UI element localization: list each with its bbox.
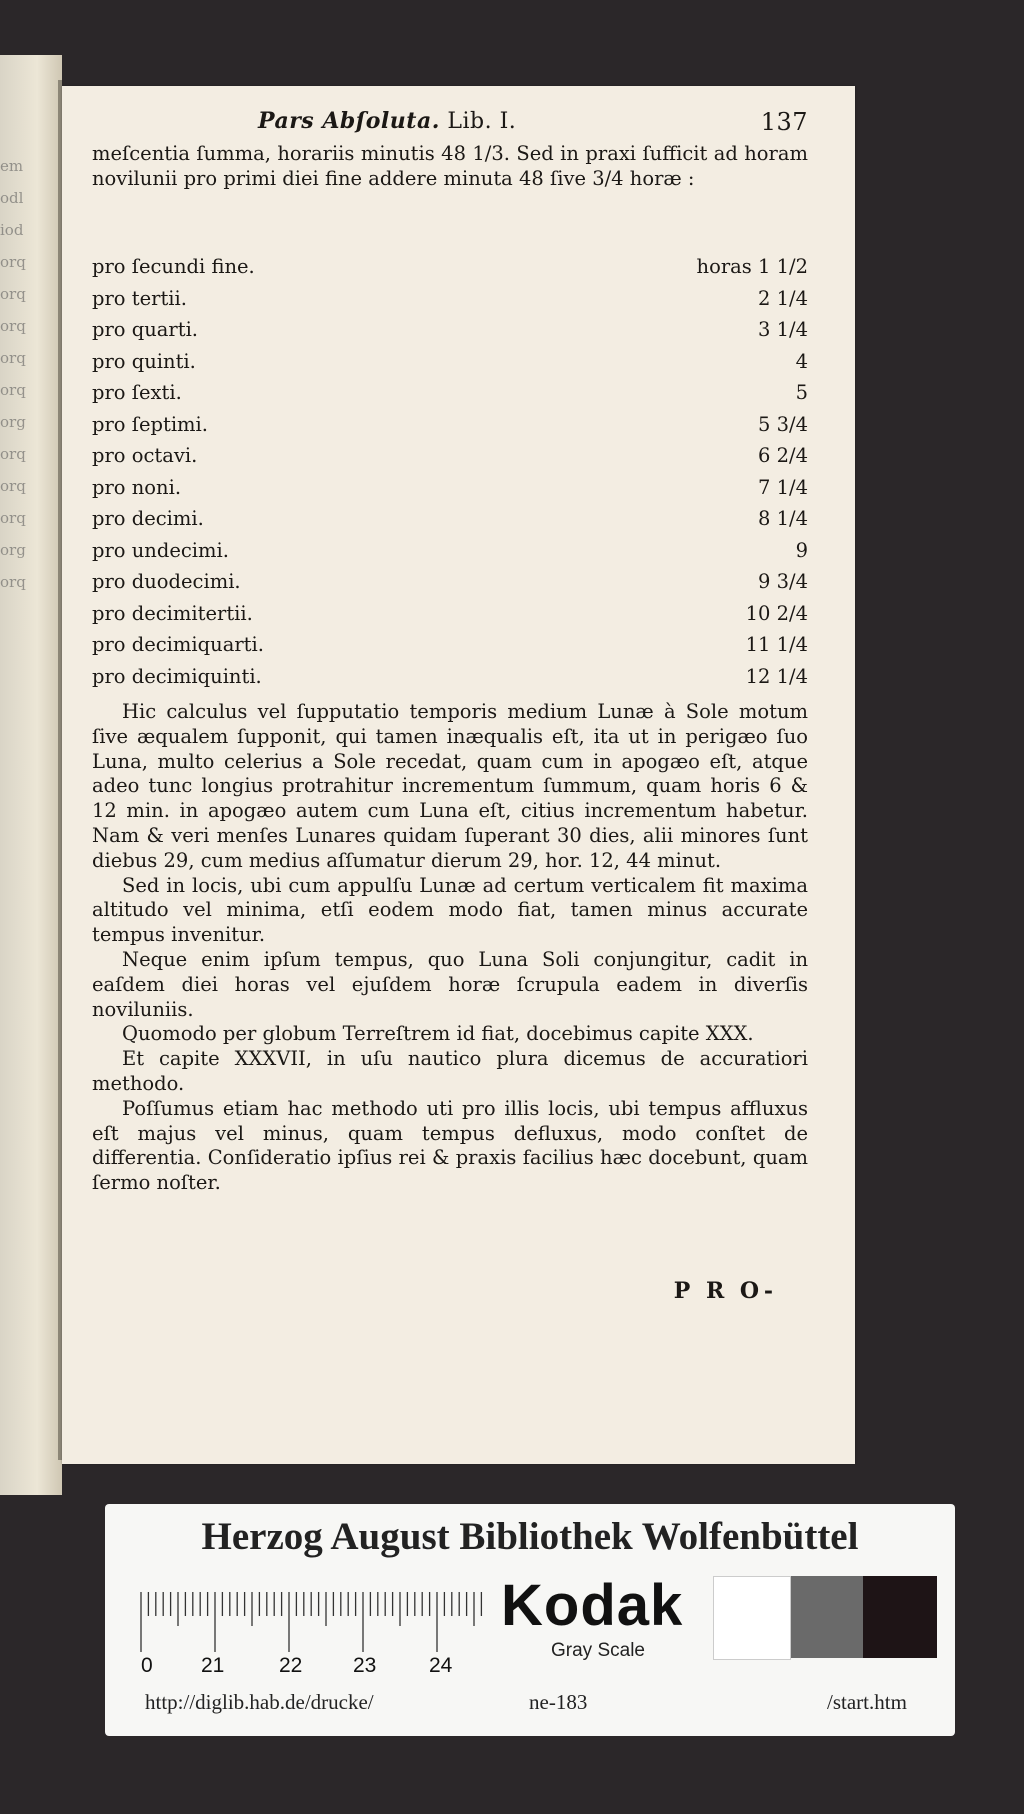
kodak-logo: Kodak	[501, 1573, 684, 1638]
running-header	[258, 108, 808, 134]
table-row: pro decimiquinti. 12 1/4	[92, 664, 808, 688]
paragraph: Poſſumus etiam hac methodo uti pro illis locis, ubi tempus affluxus eſt majus vel minus, quam tempus defluxus, modo conſtet de differentia. Conſideratio ipſius rei & praxis facilius hæc docebunt, quam ſermo noſter.	[92, 1096, 808, 1195]
table-row: pro ſexti. 5	[92, 381, 808, 405]
table-row: pro decimi. 8 1/4	[92, 507, 808, 531]
paragraph: Et capite XXXVII, in uſu nautico plura dicemus de accuratiori methodo.	[92, 1047, 808, 1095]
table-row: pro quarti. 3 1/4	[92, 318, 808, 342]
ruler	[139, 1592, 484, 1682]
gray-scale-label: Gray Scale	[551, 1640, 645, 1661]
table-row: pro decimiquarti. 11 1/4	[92, 633, 808, 657]
swatch-white	[713, 1576, 791, 1660]
call-number: ne-183	[529, 1690, 588, 1714]
book-number: Lib. I.	[447, 109, 517, 134]
swatch-gray	[791, 1576, 863, 1658]
table-row: pro duodecimi. 9 3/4	[92, 570, 808, 594]
table-row: pro noni. 7 1/4	[92, 475, 808, 499]
swatch-black	[863, 1576, 937, 1658]
catchword: P R O-	[673, 1278, 777, 1304]
paragraph: Hic calculus vel ſupputatio temporis medium Lunæ à Sole motum ſive æqualem ſupponit, qui tamen inæqualis eſt, ita ut in perigæo ſuo Luna, multo celerius a Sole recedat, quam cum in apogæo eſt, atque adeo tunc longius protrahitur incrementum ſummum, quam horis 6 & 12 min. in apogæo autem cum Luna eſt, citius incrementum habetur. Nam & veri menſes Lunares quidam ſuperant 30 dies, alii minores ſunt diebus 29, cum medius aſſumatur dierum 29, hor. 12, 44 minut.	[92, 700, 808, 872]
table-row: pro tertii. 2 1/4	[92, 286, 808, 310]
ruler-labels: 0 21 22 23 24	[141, 1654, 453, 1677]
url-prefix: http://diglib.hab.de/drucke/	[145, 1690, 374, 1714]
ruler-ticks	[139, 1592, 484, 1654]
scan-target-card	[105, 1504, 955, 1736]
table-row: pro undecimi. 9	[92, 538, 808, 562]
left-page-text: em odl iod orq orq orq orq orq org orq orq orq org orq	[0, 157, 26, 591]
library-name: Herzog August Bibliothek Wolfenbüttel	[201, 1515, 859, 1558]
body-text	[92, 700, 808, 1196]
table-row: pro ſeptimi. 5 3/4	[92, 412, 808, 436]
running-title: Pars Abſoluta.	[258, 108, 440, 134]
table-row: pro octavi. 6 2/4	[92, 444, 808, 468]
source-url	[105, 1690, 955, 1722]
left-page-edge	[0, 55, 62, 1495]
intro-paragraph: meſcentia ſumma, horariis minutis 48 1/3. Sed in praxi ſufficit ad horam novilunii pro primi diei fine addere minuta 48 ſive 3/4 horæ :	[92, 142, 808, 190]
table-row: pro quinti. 4	[92, 349, 808, 373]
table-row: pro ſecundi fine. horas 1 1/2	[92, 255, 808, 279]
paragraph: Quomodo per globum Terreſtrem id fiat, docebimus capite XXX.	[122, 1022, 754, 1046]
hours-table	[92, 251, 808, 692]
page-number: 137	[760, 108, 808, 136]
table-row: pro decimitertii. 10 2/4	[92, 601, 808, 625]
url-suffix: /start.htm	[827, 1690, 907, 1714]
paragraph: Neque enim ipſum tempus, quo Luna Soli conjungitur, cadit in eaſdem diei horas vel ejuſdem horæ ſcrupula eadem in diverſis noviluniis.	[92, 947, 808, 1021]
paragraph: Sed in locis, ubi cum appulſu Lunæ ad certum verticalem fit maxima altitudo vel minima, etſi eodem modo fiat, tamen minus accurate tempus invenitur.	[92, 873, 808, 947]
book-page	[62, 86, 855, 1464]
